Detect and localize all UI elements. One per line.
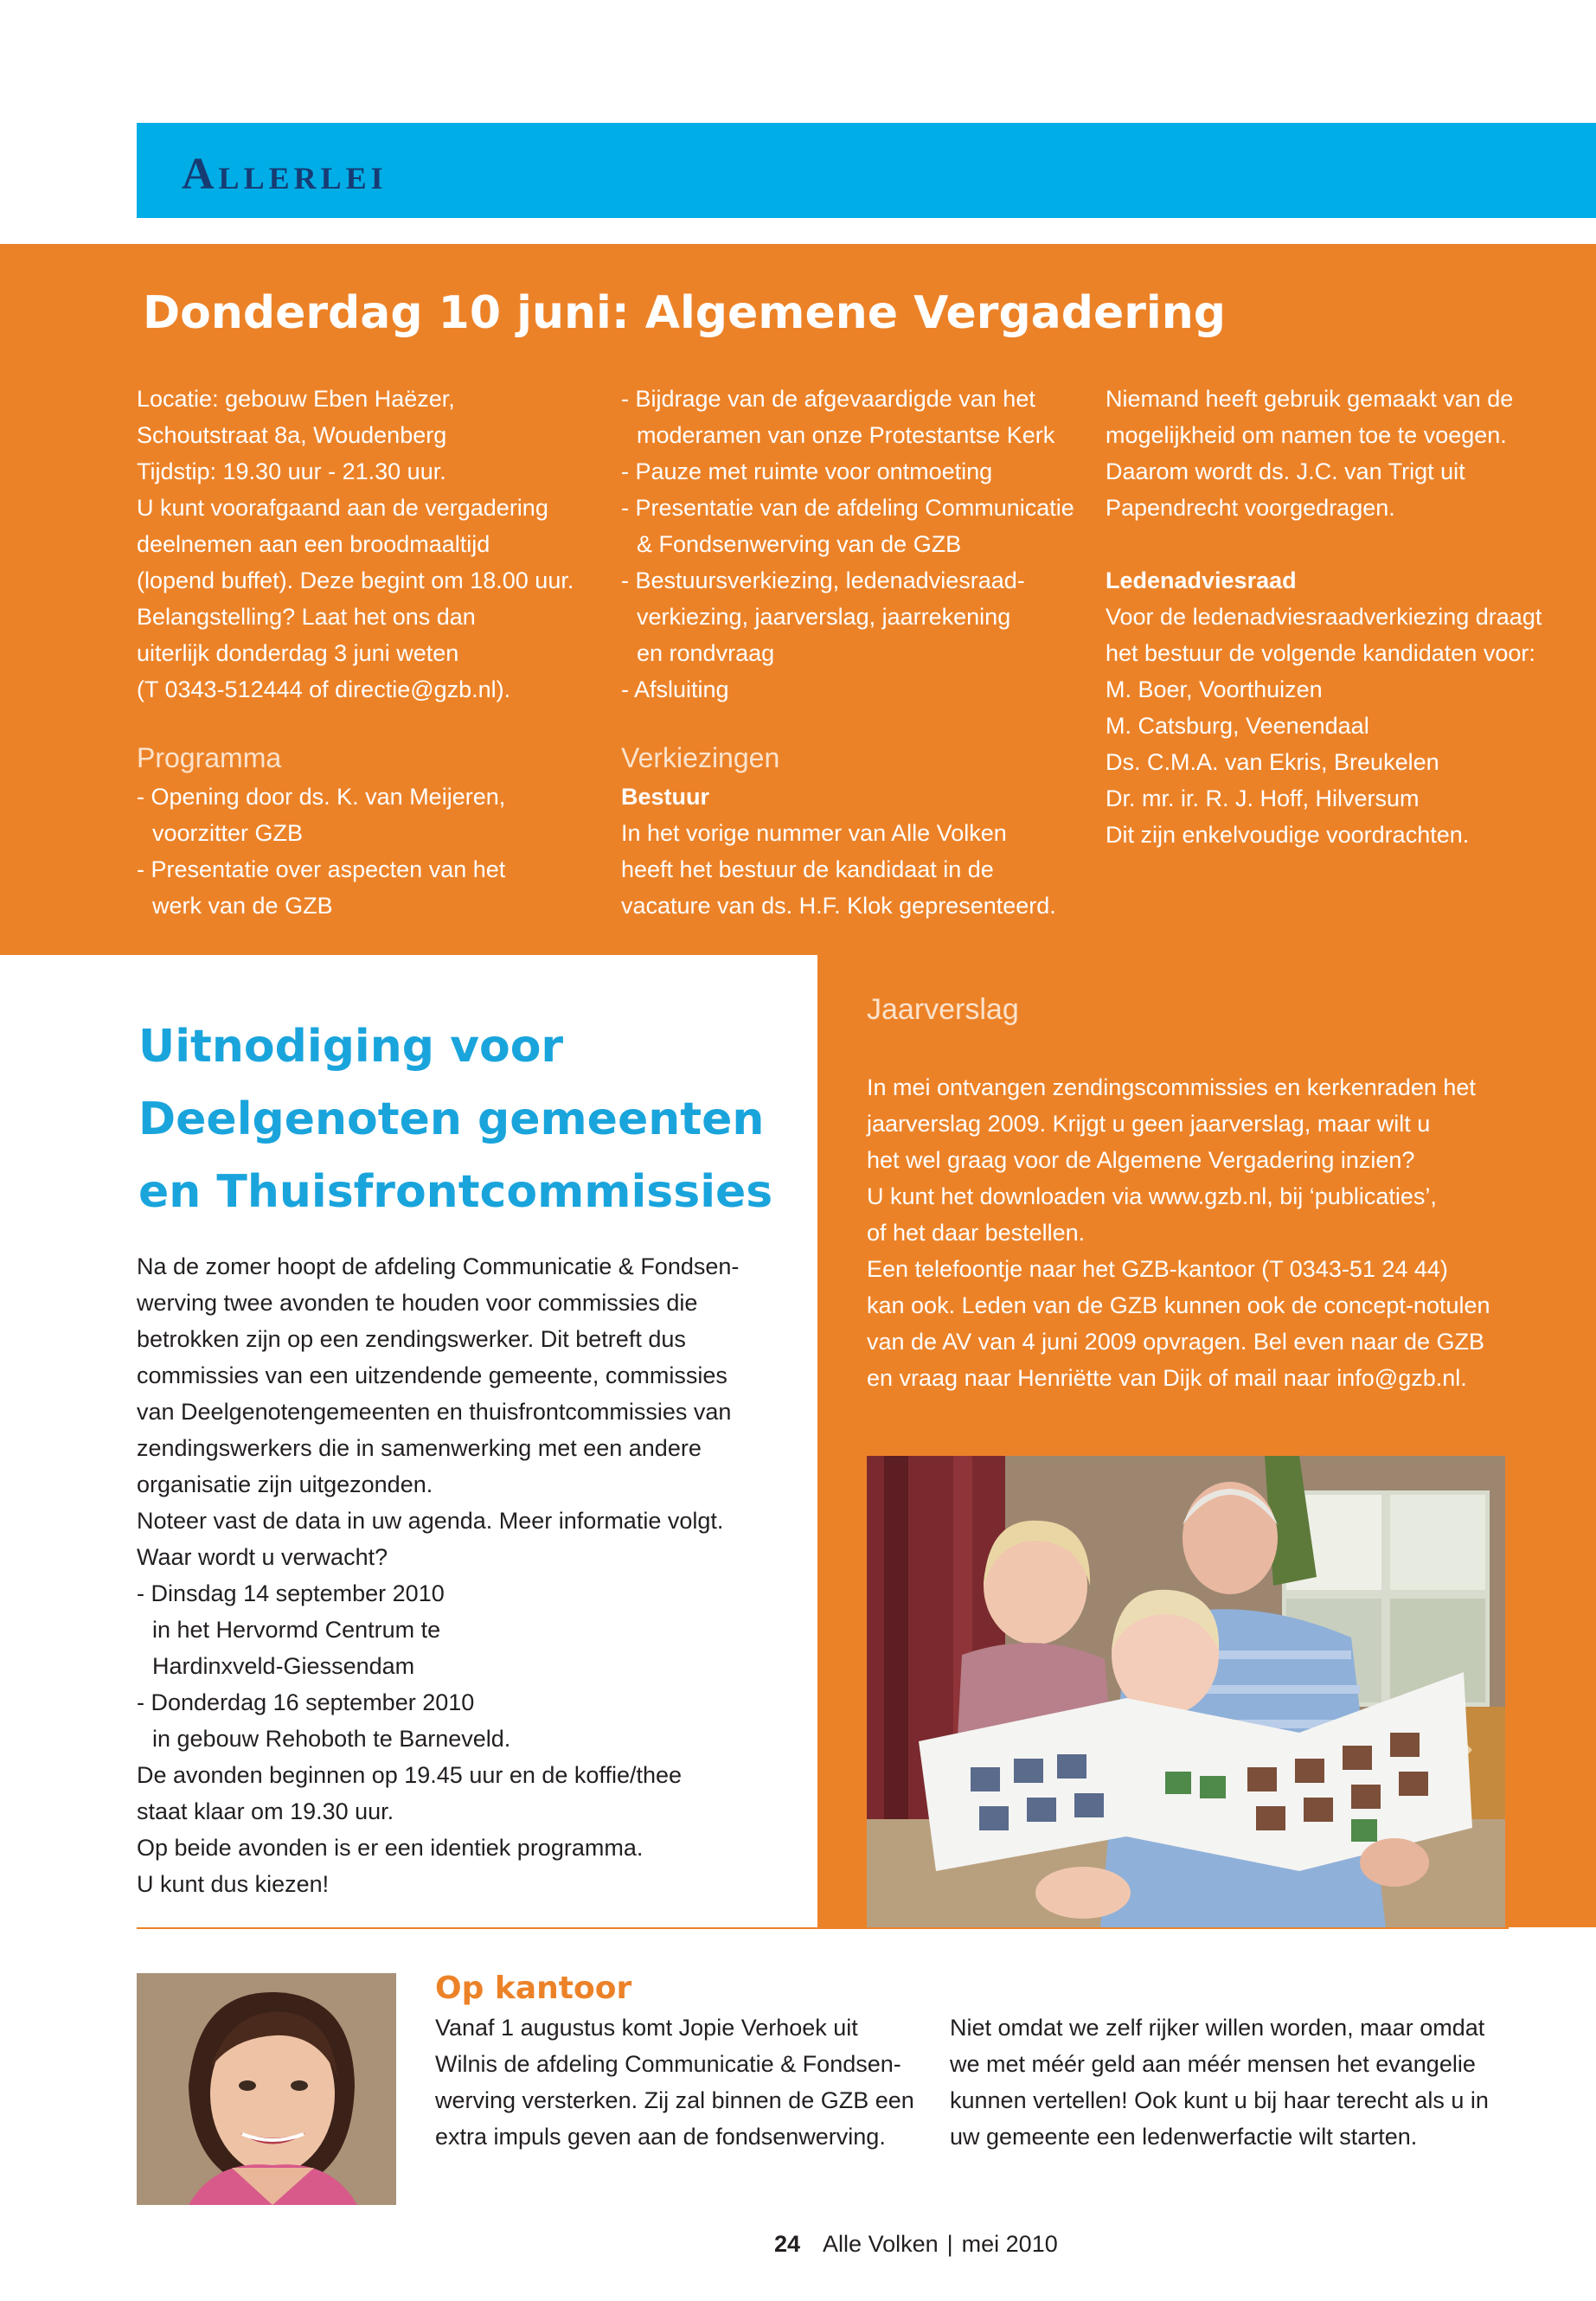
family-reading-illustration	[867, 1456, 1505, 1927]
invitation-heading-line: Deelgenoten gemeenten	[138, 1093, 765, 1145]
kantoor-column-1	[435, 2009, 920, 2155]
voordracht-text: Niemand heeft gebruik gemaakt van de mogelijkheid om namen toe te voegen. Daarom wordt ds. J.C. van Trigt uit Papendrecht voorgedragen.	[1106, 386, 1514, 521]
meeting-column-3	[1106, 381, 1590, 853]
bestuur-label: Bestuur	[621, 784, 710, 810]
family-reading-photo	[867, 1456, 1505, 1927]
programma-item: - Bestuursverkiezing, ledenadviesraad- verkiezing, jaarverslag, jaarrekening en rondvraag	[621, 562, 1088, 671]
jaarverslag-title: Jaarverslag	[867, 993, 1019, 1026]
invitation-text: Na de zomer hoopt de afdeling Communicatie & Fondsen- werving twee avonden te houden voor commissies die betrokken zijn op een zendingswerker. Dit betreft dus commissies van een uitzendende gemeente, commissies van Deelgenotengemeenten en thuisfrontcommissies van zendingswerkers die in samenwerking met een andere organisatie zijn uitgezonden. Noteer vast de data in uw agenda. Meer informatie volgt. Waar wordt u verwacht?	[137, 1253, 740, 1570]
page-number: 24	[774, 2231, 801, 2257]
invitation-dates	[137, 1575, 794, 1757]
meeting-column-1	[137, 381, 586, 924]
invitation-date-item: - Donderdag 16 september 2010 in gebouw Rehoboth te Barneveld.	[137, 1684, 794, 1757]
kantoor-column-2	[950, 2009, 1538, 2155]
programma-item: - Presentatie over aspecten van het werk van de GZB	[137, 851, 586, 924]
invitation-date-item: - Dinsdag 14 september 2010 in het Hervormd Centrum te Hardinxveld-Giessendam	[137, 1575, 794, 1684]
kantoor-text: Niet omdat we zelf rijker willen worden, maar omdat we met méér geld aan méér mensen het evangelie kunnen vertellen! Ook kunt u bij haar terecht als u in uw gemeente een ledenwerfactie wilt starten.	[950, 2015, 1489, 2150]
programma-item: - Pauze met ruimte voor ontmoeting	[621, 453, 1088, 490]
meeting-heading: Donderdag 10 juni: Algemene Vergadering	[143, 287, 1226, 339]
kantoor-text: Vanaf 1 augustus komt Jopie Verhoek uit Wilnis de afdeling Communicatie & Fondsen- werving versterken. Zij zal binnen de GZB een extra impuls geven aan de fondsenwerving.	[435, 2015, 914, 2150]
programma-list-continued	[621, 381, 1088, 708]
portrait-illustration	[137, 1973, 396, 2205]
programma-list	[137, 779, 586, 924]
meeting-column-2	[621, 381, 1088, 924]
invitation-body	[137, 1248, 794, 1902]
issue-date: mei 2010	[961, 2231, 1058, 2257]
invitation-heading-line: Uitnodiging voor	[138, 1021, 564, 1073]
invitation-heading-line: en Thuisfrontcommissies	[138, 1166, 773, 1218]
ledenadviesraad-text: Voor de ledenadviesraadverkiezing draagt het bestuur de volgende kandidaten voor: M. Boer, Voorthuizen M. Catsburg, Veenendaal Ds. C.M.A. van Ekris, Breukelen Dr. mr. ir. R. J. Hoff, Hilversum Dit zijn enkelvoudige voordrachten.	[1106, 604, 1542, 848]
portrait-photo	[137, 1973, 396, 2205]
programma-item: - Opening door ds. K. van Meijeren, voorzitter GZB	[137, 779, 586, 851]
section-title: Allerlei	[182, 150, 388, 199]
page-footer	[774, 2231, 1058, 2258]
invitation-closing: De avonden beginnen op 19.45 uur en de koffie/thee staat klaar om 19.30 uur. Op beide avonden is er een identiek programma. U kunt dus kiezen!	[137, 1762, 683, 1897]
kantoor-heading: Op kantoor	[435, 1971, 632, 2006]
bestuur-text: In het vorige nummer van Alle Volken heeft het bestuur de kandidaat in de vacature van ds. H.F. Klok gepresenteerd.	[621, 820, 1056, 919]
programma-item: - Bijdrage van de afgevaardigde van het moderamen van onze Protestantse Kerk	[621, 381, 1088, 453]
programma-item: - Afsluiting	[621, 671, 1088, 708]
section-divider	[137, 1927, 1509, 1929]
meeting-intro: Locatie: gebouw Eben Haëzer, Schoutstraat 8a, Woudenberg Tijdstip: 19.30 uur - 21.30 uur. U kunt voorafgaand aan de vergadering deelnemen aan een broodmaaltijd (lopend buffet). Deze begint om 18.00 uur. Belangstelling? Laat het ons dan uiterlijk donderdag 3 juni weten (T 0343-512444 of directie@gzb.nl).	[137, 386, 574, 702]
invitation-heading	[138, 1010, 796, 1228]
footer-separator: |	[946, 2231, 953, 2257]
jaarverslag-body	[867, 1069, 1559, 1396]
jaarverslag-text: In mei ontvangen zendingscommissies en kerkenraden het jaarverslag 2009. Krijgt u geen jaarverslag, maar wilt u het wel graag voor de Algemene Vergadering inzien? U kunt het downloaden via www.gzb.nl, bij ‘publicaties’, of het daar bestellen. Een telefoontje naar het GZB-kantoor (T 0343-51 24 44) kan ook. Leden van de GZB kunnen ook de concept-notulen van de AV van 4 juni 2009 opvragen. Bel even naar de GZB en vraag naar Henriëtte van Dijk of mail naar info@gzb.nl.	[867, 1074, 1490, 1391]
programma-item: - Presentatie van de afdeling Communicatie & Fondsenwerving van de GZB	[621, 490, 1088, 562]
magazine-name: Alle Volken	[823, 2231, 939, 2257]
programma-title: Programma	[137, 742, 282, 773]
verkiezingen-title: Verkiezingen	[621, 742, 780, 773]
ledenadviesraad-label: Ledenadviesraad	[1106, 567, 1297, 593]
